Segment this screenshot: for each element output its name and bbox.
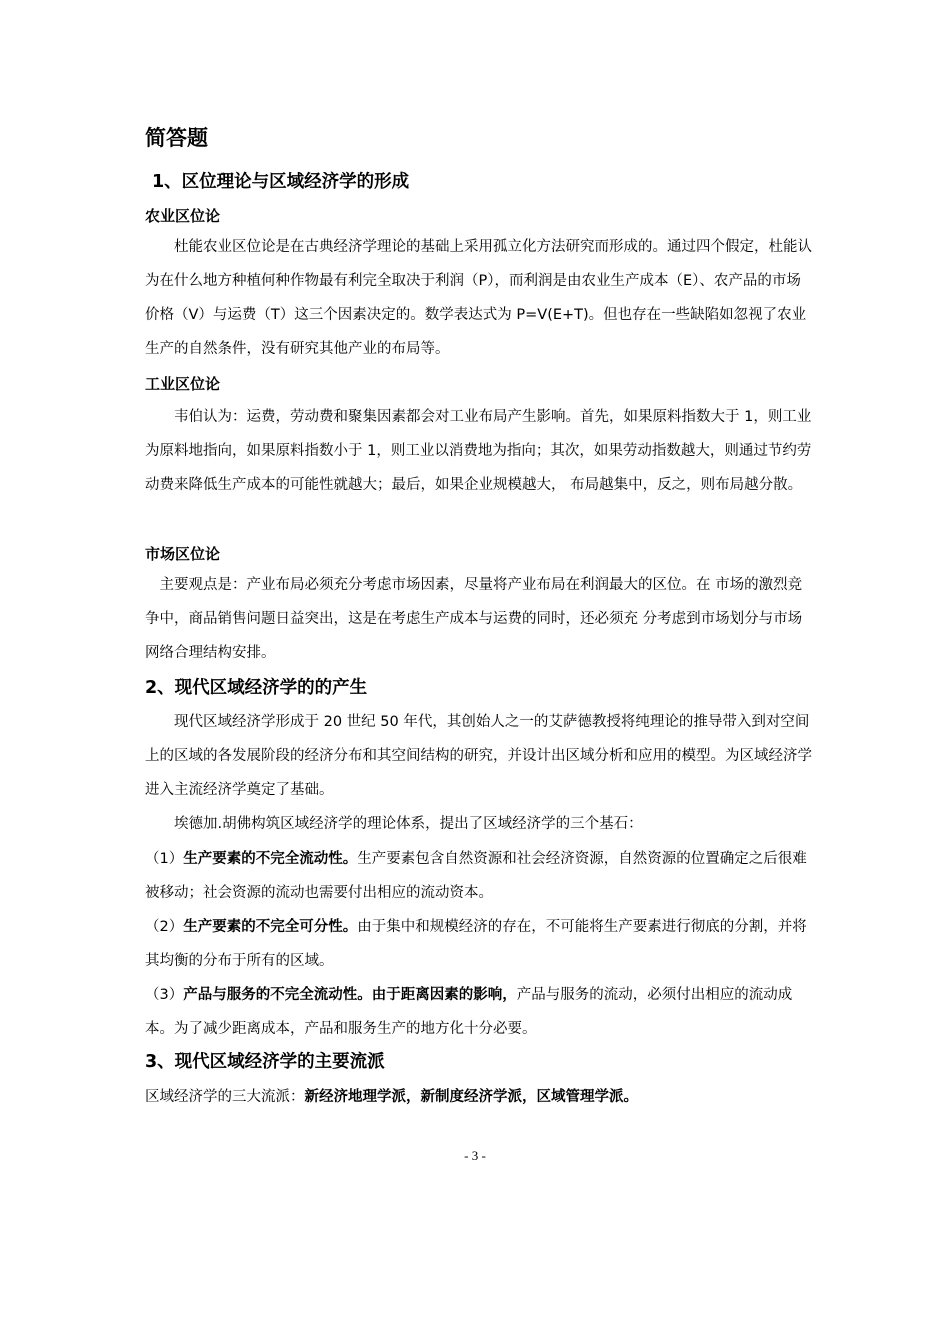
market-subheading: 市场区位论 — [145, 545, 221, 563]
list-item-1-text: 生产要素包含自然资源和社会经济资源，自然资源的位置确定之后很难被移动；社会资源的流动也需要付出相应的流动资本。 — [145, 851, 807, 901]
list-item-1 — [145, 842, 815, 910]
section-2-heading: 2、现代区域经济学的的产生 — [145, 678, 368, 698]
list-item-3-text: 产品与服务的流动，必须付出相应的流动成本。为了减少距离成本，产品和服务生产的地方化十分必要。 — [145, 987, 793, 1037]
page-number: - 3 - — [464, 1148, 486, 1163]
list-item-3-number: （3） — [145, 987, 184, 1003]
market-paragraph: 主要观点是：产业布局必须充分考虑市场因素，尽量将产业布局在利润最大的区位。在 市场的激烈竞争中，商品销售问题日益突出，这是在考虑生产成本与运费的同时，还必须充 分考虑到市场划分与市场网络合理结构安排。 — [145, 577, 803, 661]
list-item-2-number: （2） — [145, 919, 184, 935]
section-3-paragraph — [145, 1080, 815, 1114]
list-item-2 — [145, 910, 815, 978]
agri-subheading: 农业区位论 — [145, 207, 221, 225]
section-2-paragraph-2: 埃德加.胡佛构筑区域经济学的理论体系，提出了区域经济学的三个基石： — [174, 816, 643, 832]
section-2-paragraph-1: 现代区域经济学形成于 20 世纪 50 年代，其创始人之一的艾萨德教授将纯理论的推导带入到对空间上的区域的各发展阶段的经济分布和其空间结构的研究，并设计出区域分析和应用的模型。为区域经济学进入主流经济学奠定了基础。 — [145, 714, 812, 798]
list-item-1-number: （1） — [145, 851, 184, 867]
section-3-lead: 区域经济学的三大流派： — [145, 1089, 305, 1105]
list-item-3 — [145, 978, 815, 1046]
industry-subheading: 工业区位论 — [145, 375, 221, 393]
industry-paragraph: 韦伯认为：运费，劳动费和聚集因素都会对工业布局产生影响。首先，如果原料指数大于 1，则工业为原料地指向，如果原料指数小于 1，则工业以消费地为指向；其次，如果劳动指数越大，则通过节约劳动费来降低生产成本的可能性就越大；最后，如果企业规模越大， 布局越集中，反之，则布局越分散。 — [145, 409, 812, 493]
agri-paragraph: 杜能农业区位论是在古典经济学理论的基础上采用孤立化方法研究而形成的。通过四个假定，杜能认为在什么地方种植何种作物最有利完全取决于利润（P），而利润是由农业生产成本（E）、农产品的市场价格（V）与运费（T）这三个因素决定的。数学表达式为 P=V(E+T)。但也存在一些缺陷如忽视了农业生产的自然条件，没有研究其他产业的布局等。 — [145, 239, 812, 357]
list-item-1-bold: 生产要素的不完全流动性。 — [183, 851, 358, 867]
page-title: 简答题 — [145, 126, 208, 150]
section-1-heading: 1、区位理论与区域经济学的形成 — [152, 172, 410, 192]
section-3-heading: 3、现代区域经济学的主要流派 — [145, 1052, 385, 1072]
list-item-2-bold: 生产要素的不完全可分性。 — [183, 919, 358, 935]
list-item-2-text: 由于集中和规模经济的存在，不可能将生产要素进行彻底的分割，并将其均衡的分布于所有的区域。 — [145, 919, 807, 969]
section-3-schools: 新经济地理学派，新制度经济学派，区域管理学派。 — [304, 1089, 638, 1105]
list-item-3-bold: 产品与服务的不完全流动性。由于距离因素的影响， — [183, 987, 517, 1003]
